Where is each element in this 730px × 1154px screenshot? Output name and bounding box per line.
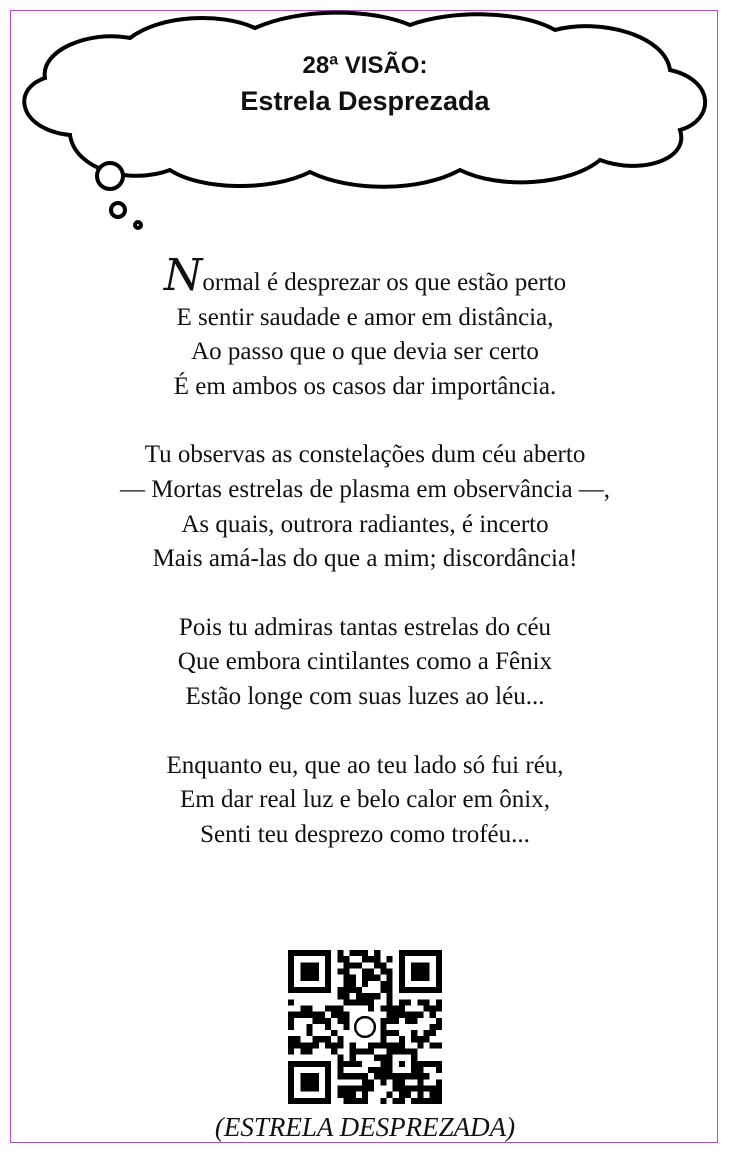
footer-caption: (ESTRELA DESPREZADA) [214,1112,516,1142]
stanza-4 [10,749,720,853]
poem-line: E sentir saudade e amor em distância, [176,303,554,331]
vision-number: 28ª VISÃO: [302,52,428,79]
poem-line: — Mortas estrelas de plasma em observância —, [119,475,611,503]
page-title: Estrela Desprezada [240,86,490,116]
stanza-2 [10,438,720,576]
poem-line: Normal é desprezar os que estão perto [163,250,567,301]
poem-line: É em ambos os casos dar importância. [173,372,557,400]
stanza-1 [10,250,720,404]
qr-code-icon[interactable] [288,950,442,1104]
dropcap: N [163,250,203,301]
poem-line: Mais amá-las do que a mim; discordância! [152,545,578,573]
poem-line: Pois tu admiras tantas estrelas do céu [178,613,552,641]
poem-line: Tu observas as constelações dum céu aberto [144,441,586,469]
poem-line: Enquanto eu, que ao teu lado só fui réu, [166,751,564,779]
stanza-3 [10,611,720,715]
poem-line: Que embora cintilantes como a Fênix [177,648,553,676]
poem-line: Senti teu desprezo como troféu... [200,820,530,848]
poem-line: Ao passo que o que devia ser certo [191,338,539,366]
poem-line: Em dar real luz e belo calor em ônix, [180,786,550,814]
poem [10,250,720,886]
poem-line: As quais, outrora radiantes, é incerto [181,510,549,538]
thought-bubble-icon [0,0,730,240]
poem-line: Estão longe com suas luzes ao léu... [185,682,545,710]
thought-bubble [0,0,730,240]
